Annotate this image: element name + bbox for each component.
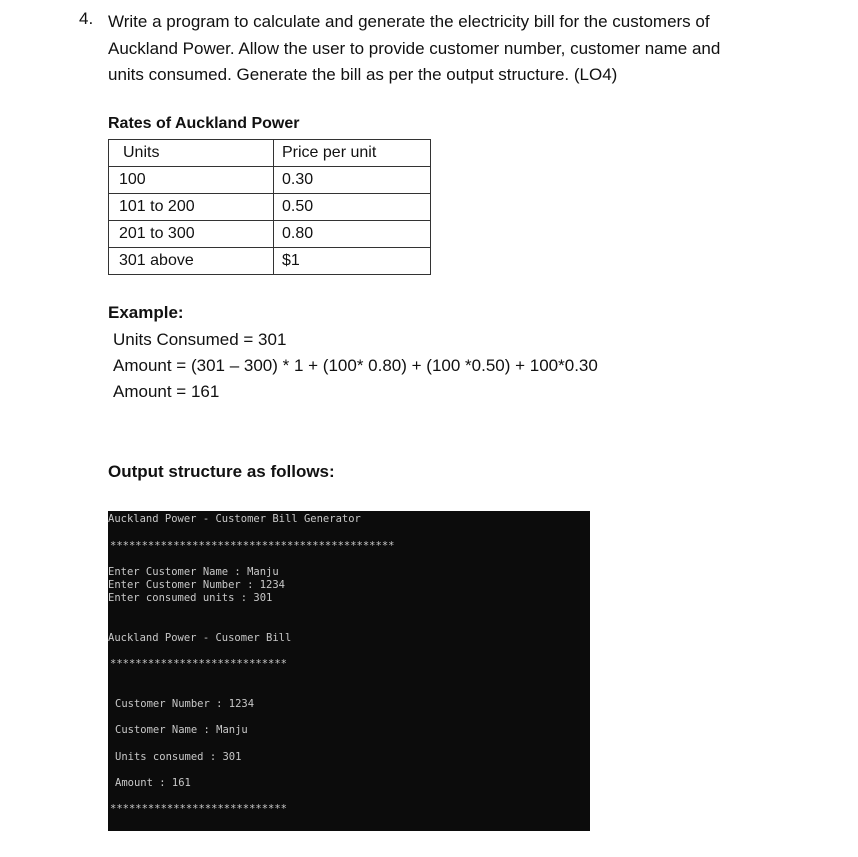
question-number: 4.: [79, 9, 94, 28]
example-result: Amount = 161: [113, 382, 220, 401]
console-separator: ****************************: [110, 803, 288, 815]
column-header-price: Price per unit: [274, 140, 431, 167]
rates-table: [108, 139, 431, 275]
output-title: Output structure as follows:: [108, 462, 335, 481]
console-title: Auckland Power - Customer Bill Generator: [108, 513, 361, 525]
console-prompt-units: Enter consumed units : 301: [108, 592, 273, 604]
console-separator: *********************************************: [110, 540, 395, 552]
console-bill-amount: Amount : 161: [115, 777, 191, 789]
price-cell: 0.50: [274, 194, 431, 221]
units-cell: 100: [109, 167, 274, 194]
rates-heading: Rates of Auckland Power: [108, 115, 300, 132]
units-cell: 301 above: [109, 248, 274, 275]
example-title: Example:: [108, 303, 184, 322]
table-row: [109, 248, 431, 275]
question-line-1: Write a program to calculate and generate the electricity bill for the customers of: [108, 12, 710, 31]
table-row: [109, 167, 431, 194]
console-bill-units: Units consumed : 301: [115, 751, 242, 763]
price-cell: 0.30: [274, 167, 431, 194]
console-window: [108, 511, 590, 831]
console-bill-number: Customer Number : 1234: [115, 698, 255, 710]
price-cell: 0.80: [274, 221, 431, 248]
console-prompt-name: Enter Customer Name : Manju: [108, 566, 279, 578]
table-header-row: [109, 140, 431, 167]
column-header-units: Units: [109, 140, 274, 167]
units-cell: 201 to 300: [109, 221, 274, 248]
question-line-2: Auckland Power. Allow the user to provide customer number, customer name and: [108, 38, 721, 58]
example-units: Units Consumed = 301: [113, 330, 287, 349]
console-prompt-number: Enter Customer Number : 1234: [108, 579, 286, 591]
example-formula: Amount = (301 – 300) * 1 + (100* 0.80) + (100 *0.50) + 100*0.30: [113, 356, 598, 375]
question-line-3: units consumed. Generate the bill as per the output structure. (LO4): [108, 65, 618, 84]
units-cell: 101 to 200: [109, 194, 274, 221]
price-cell: $1: [274, 248, 431, 275]
table-row: [109, 221, 431, 248]
question-text: [108, 9, 808, 89]
table-row: [109, 194, 431, 221]
console-separator: ****************************: [110, 658, 288, 670]
console-bill-name: Customer Name : Manju: [115, 724, 248, 736]
console-bill-title: Auckland Power - Cusomer Bill: [108, 632, 292, 644]
